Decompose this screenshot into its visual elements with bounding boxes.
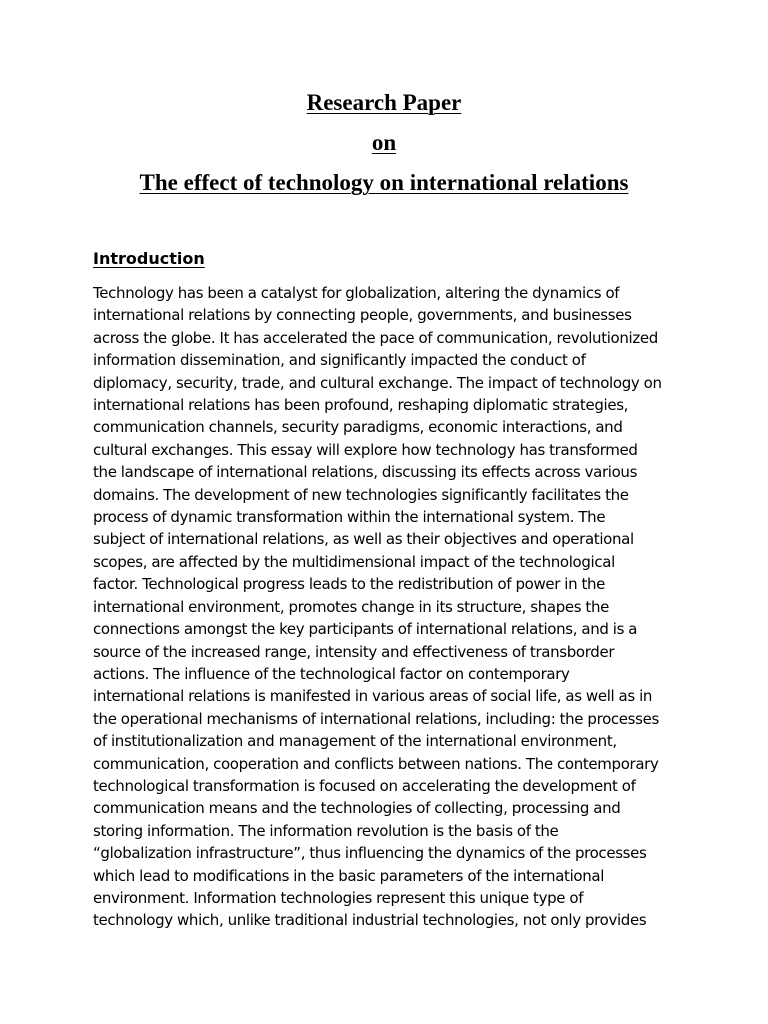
- body-paragraph: [93, 282, 693, 932]
- body-text-line: actions. The influence of the technological factor on contemporary: [93, 664, 570, 683]
- body-text-line: environment. Information technologies represent this unique type of: [93, 888, 584, 907]
- body-text-line: “globalization infrastructure”, thus influencing the dynamics of the processes: [93, 844, 647, 863]
- body-text-line: communication, cooperation and conflicts between nations. The contemporary: [93, 754, 659, 773]
- body-text-line: communication means and the technologies of collecting, processing and: [93, 799, 621, 818]
- body-text-line: subject of international relations, as well as their objectives and operational: [93, 530, 634, 549]
- section-heading-introduction: Introduction: [93, 249, 205, 268]
- paper-title-line-1: Research Paper: [306, 90, 462, 115]
- body-text-line: cultural exchanges. This essay will explore how technology has transformed: [93, 440, 638, 459]
- body-text-line: source of the increased range, intensity and effectiveness of transborder: [93, 642, 615, 661]
- body-text-line: international relations has been profound, reshaping diplomatic strategies,: [93, 396, 629, 415]
- body-text-line: the operational mechanisms of international relations, including: the processes: [93, 709, 659, 728]
- paper-title-line-3: The effect of technology on international relations: [139, 170, 629, 195]
- body-text-line: scopes, are affected by the multidimensional impact of the technological: [93, 552, 615, 571]
- body-text-line: international relations by connecting people, governments, and businesses: [93, 306, 632, 325]
- body-text-line: the landscape of international relations, discussing its effects across various: [93, 463, 638, 482]
- body-text-line: which lead to modifications in the basic parameters of the international: [93, 866, 605, 885]
- body-text-line: communication channels, security paradigms, economic interactions, and: [93, 418, 623, 437]
- body-text-line: across the globe. It has accelerated the pace of communication, revolutionized: [93, 328, 658, 347]
- body-text-line: technological transformation is focused on accelerating the development of: [93, 776, 636, 795]
- body-text-line: storing information. The information revolution is the basis of the: [93, 821, 559, 840]
- body-text-line: technology which, unlike traditional industrial technologies, not only provides: [93, 911, 647, 930]
- body-text-line: process of dynamic transformation within the international system. The: [93, 508, 606, 527]
- paper-title-line-2: on: [371, 130, 397, 155]
- body-text-line: international relations is manifested in various areas of social life, as well as in: [93, 687, 653, 706]
- body-text-line: domains. The development of new technologies significantly facilitates the: [93, 485, 629, 504]
- body-text-line: connections amongst the key participants of international relations, and is a: [93, 620, 638, 639]
- body-text-line: factor. Technological progress leads to the redistribution of power in the: [93, 575, 606, 594]
- body-text-line: Technology has been a catalyst for globalization, altering the dynamics of: [93, 284, 620, 302]
- body-text-line: of institutionalization and management of the international environment,: [93, 732, 617, 751]
- body-text-line: international environment, promotes change in its structure, shapes the: [93, 597, 609, 616]
- body-text-line: diplomacy, security, trade, and cultural exchange. The impact of technology on: [93, 373, 662, 392]
- body-text-line: information dissemination, and significantly impacted the conduct of: [93, 351, 586, 370]
